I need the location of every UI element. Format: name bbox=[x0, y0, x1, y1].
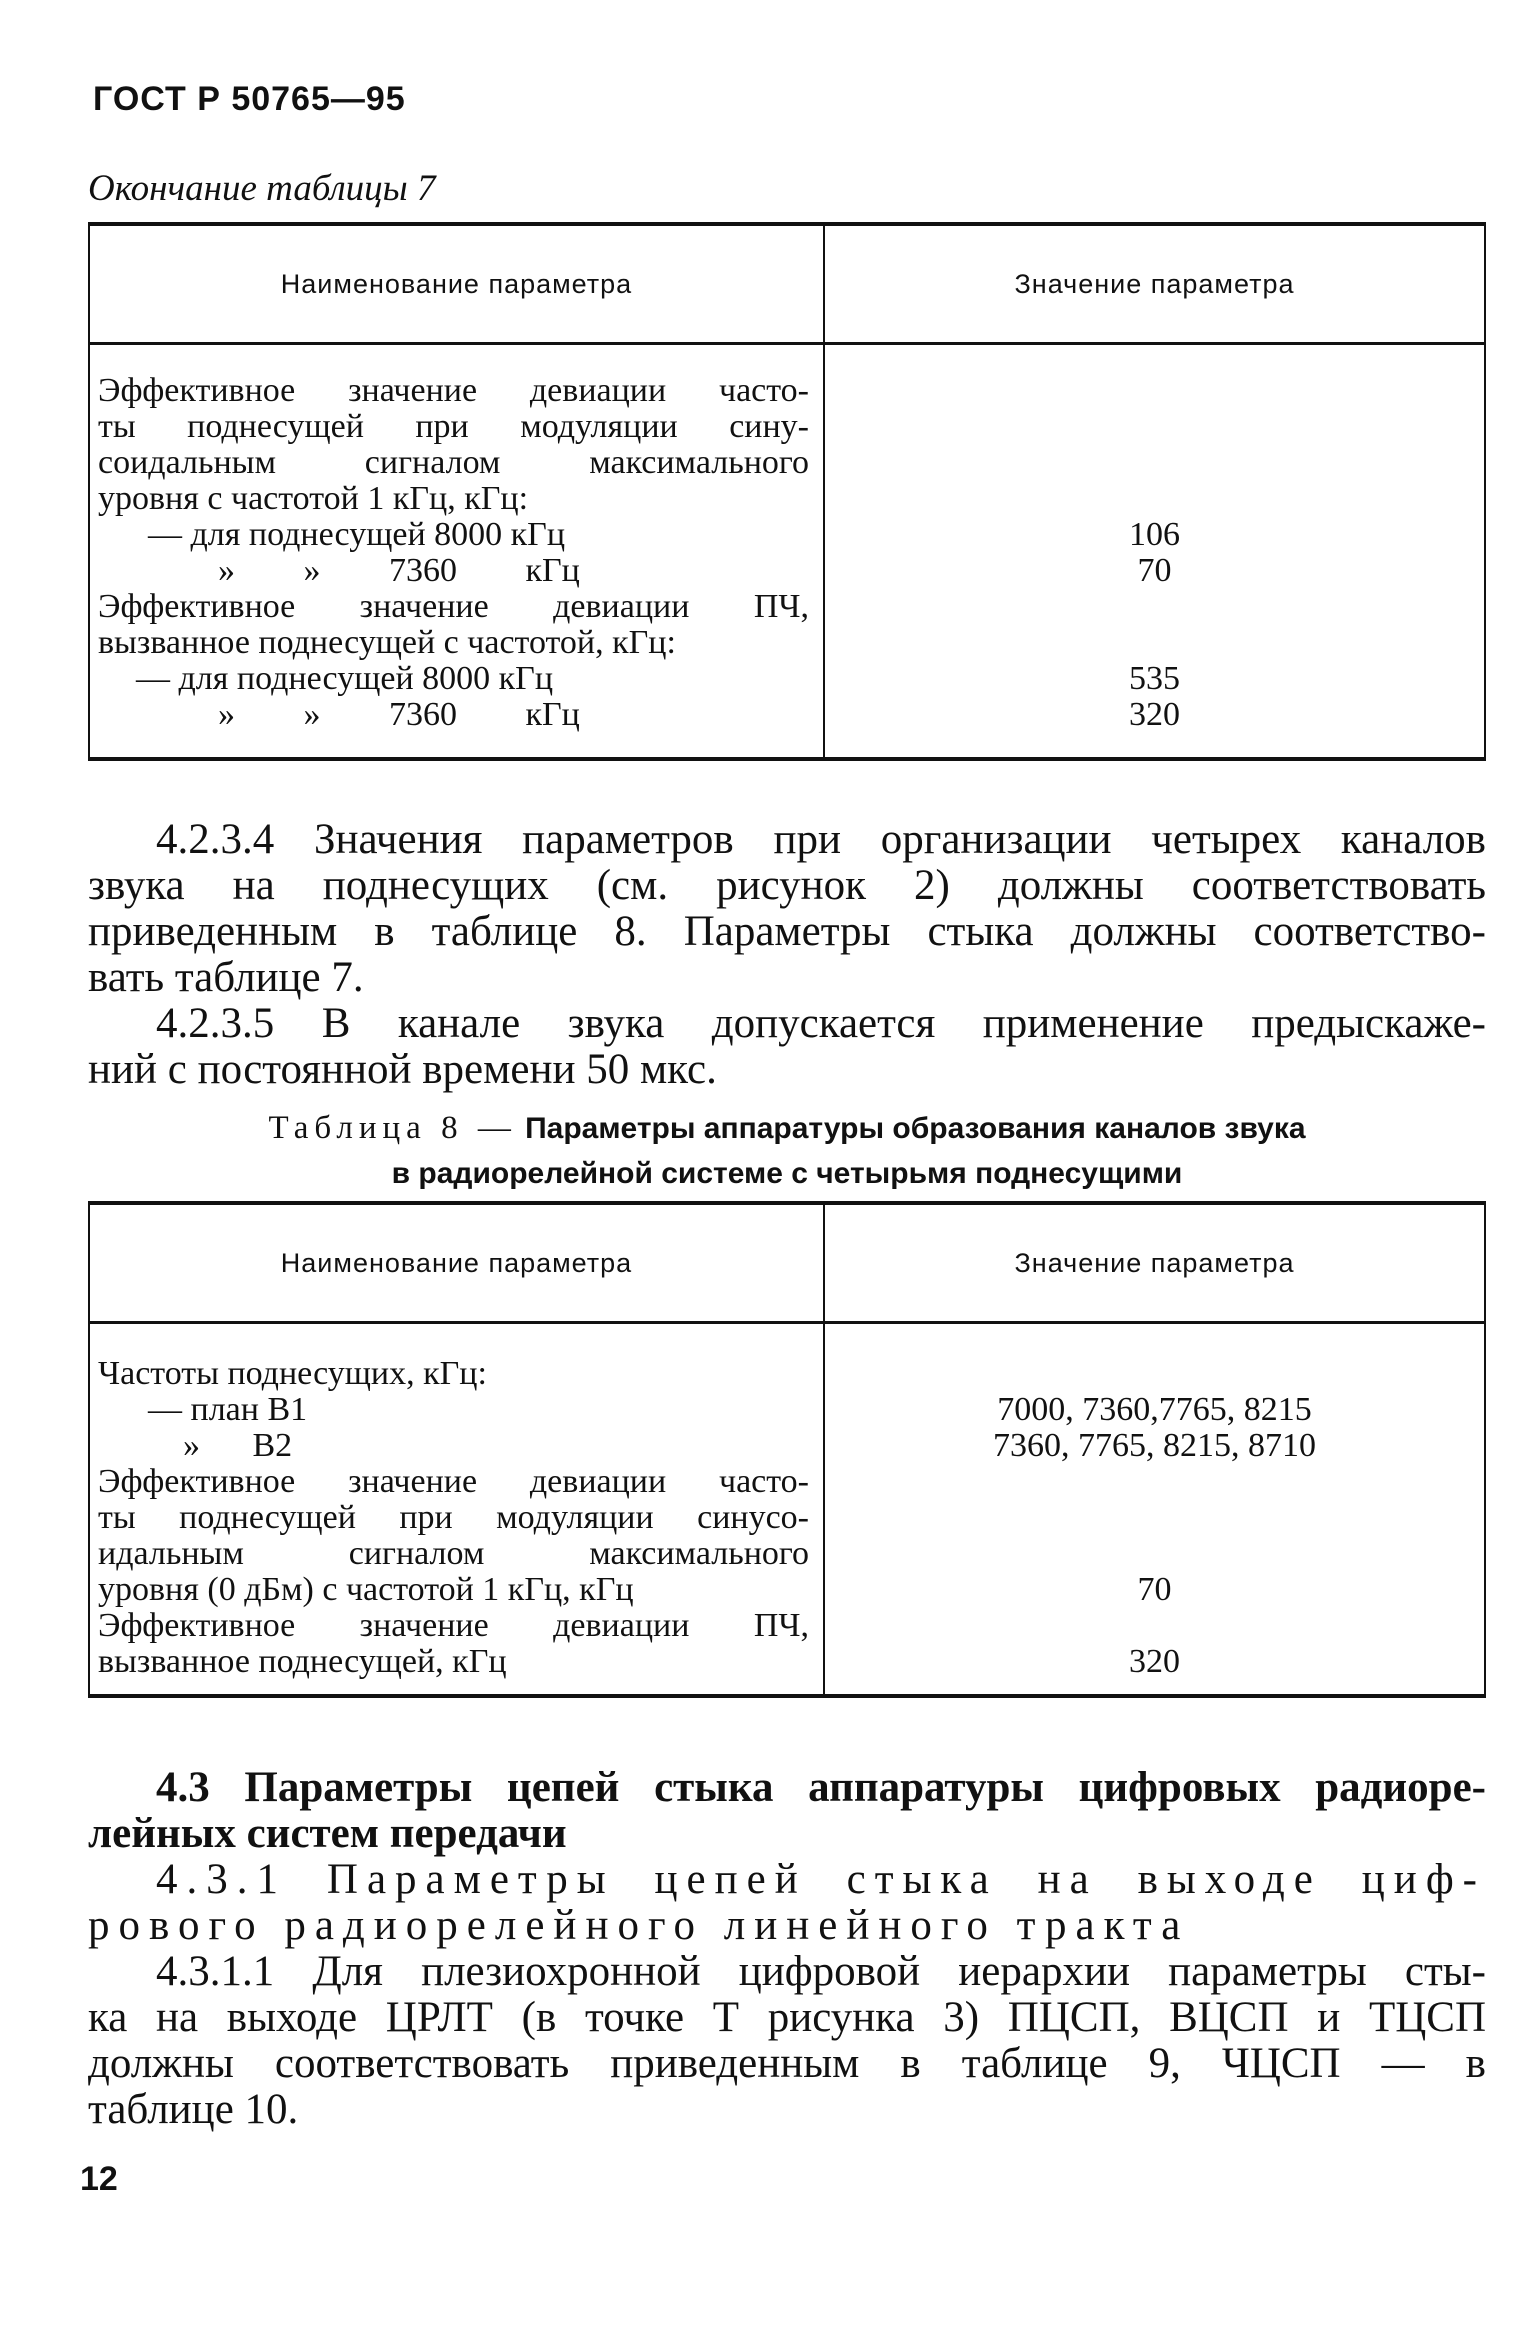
table-7-value: 535 bbox=[1129, 660, 1180, 697]
table-8-header-name: Наименование параметра bbox=[89, 1203, 824, 1323]
table-8-line: Частоты поднесущих, кГц: bbox=[98, 1355, 487, 1392]
table-7-value bbox=[825, 625, 1484, 661]
table-8-value: 7360, 7765, 8215, 8710 bbox=[993, 1427, 1316, 1464]
table-7-line: уровня с частотой 1 кГц, кГц: bbox=[98, 480, 529, 517]
table-7-value: 320 bbox=[1129, 696, 1180, 733]
section-heading-line: лейных систем передачи bbox=[88, 1810, 567, 1857]
table-7-value: 106 bbox=[1129, 516, 1180, 553]
table-8-line: Эффективное значение девиации часто- bbox=[98, 1463, 809, 1500]
table-8-line: вызванное поднесущей, кГц bbox=[98, 1643, 507, 1680]
table-8-line: Эффективное значение девиации ПЧ, bbox=[98, 1607, 809, 1644]
table-8-line: » В2 bbox=[183, 1427, 293, 1464]
section-4-3 bbox=[88, 1765, 1486, 2133]
table-7-line: ты поднесущей при модуляции сину- bbox=[98, 408, 809, 445]
table-7-line: Эффективное значение девиации ПЧ, bbox=[98, 588, 809, 625]
text-line: рового радиорелейного линейного тракта bbox=[88, 1902, 1190, 1949]
text-line: 4.3.1.1 Для плезиохронной цифровой иерархии параметры сты- bbox=[156, 1948, 1486, 1995]
table-8-caption-prefix: Таблица 8 — bbox=[268, 1110, 517, 1146]
table-7-name-cell bbox=[89, 344, 824, 760]
table-7-header-value: Значение параметра bbox=[824, 224, 1485, 344]
table-8-name-cell bbox=[89, 1323, 824, 1697]
table-8-value bbox=[825, 1356, 1484, 1392]
table-7-value bbox=[825, 589, 1484, 625]
text-line: 4.2.3.4 Значения параметров при организации четырех каналов bbox=[156, 816, 1486, 863]
table-7-line: вызванное поднесущей с частотой, кГц: bbox=[98, 624, 676, 661]
table-8-value bbox=[825, 1536, 1484, 1572]
table-7-value bbox=[825, 409, 1484, 445]
table-8-caption-title: Параметры аппаратуры образования каналов звука bbox=[525, 1112, 1306, 1145]
table-8-value-cell bbox=[824, 1323, 1485, 1697]
text-line: таблице 10. bbox=[88, 2086, 299, 2133]
document-code: ГОСТ Р 50765—95 bbox=[93, 80, 406, 118]
paragraph-4-2-3-4 bbox=[88, 817, 1486, 1093]
table-7-line: — для поднесущей 8000 кГц bbox=[148, 516, 566, 553]
text-line: вать таблице 7. bbox=[88, 954, 364, 1001]
table-7-line: соидальным сигналом максимального bbox=[98, 444, 809, 481]
table-continuation-label: Окончание таблицы 7 bbox=[88, 168, 436, 209]
table-8-value bbox=[825, 1464, 1484, 1500]
table-7-value bbox=[825, 373, 1484, 409]
table-8-value: 7000, 7360,7765, 8215 bbox=[997, 1391, 1312, 1428]
table-8-value bbox=[825, 1608, 1484, 1644]
text-line: ний с постоянной времени 50 мкс. bbox=[88, 1046, 717, 1093]
text-line: ка на выходе ЦРЛТ (в точке Т рисунка 3) ПЦСП, ВЦСП и ТЦСП bbox=[88, 1994, 1486, 2041]
table-7-value bbox=[825, 445, 1484, 481]
table-7-value: 70 bbox=[1137, 552, 1172, 589]
table-8-caption bbox=[88, 1106, 1486, 1196]
table-8 bbox=[88, 1201, 1486, 1698]
table-8-line: — план В1 bbox=[148, 1391, 308, 1428]
table-8-line: идальным сигналом максимального bbox=[98, 1535, 809, 1572]
table-8-line: ты поднесущей при модуляции синусо- bbox=[98, 1499, 809, 1536]
table-7 bbox=[88, 222, 1486, 761]
table-8-caption-title-2: в радиорелейной системе с четырьмя поднесущими bbox=[391, 1157, 1183, 1190]
text-line: 4.2.3.5 В канале звука допускается применение предыскаже- bbox=[156, 1000, 1486, 1047]
text-line: должны соответствовать приведенным в таблице 9, ЧЦСП — в bbox=[88, 2040, 1486, 2087]
text-line: приведенным в таблице 8. Параметры стыка должны соответство- bbox=[88, 908, 1486, 955]
table-7-line: — для поднесущей 8000 кГц bbox=[136, 660, 554, 697]
table-7-line: » » 7360 кГц bbox=[218, 696, 580, 733]
table-7-line: » » 7360 кГц bbox=[218, 552, 580, 589]
page-number: 12 bbox=[80, 2160, 118, 2198]
table-7-value-cell bbox=[824, 344, 1485, 760]
text-line: 4.3.1 Параметры цепей стыка на выходе циф- bbox=[156, 1856, 1486, 1903]
table-7-value bbox=[825, 481, 1484, 517]
table-8-value: 70 bbox=[1137, 1571, 1172, 1608]
table-8-value bbox=[825, 1500, 1484, 1536]
table-8-line: уровня (0 дБм) с частотой 1 кГц, кГц bbox=[98, 1571, 634, 1608]
section-heading-line: 4.3 Параметры цепей стыка аппаратуры цифровых радиоре- bbox=[156, 1764, 1486, 1811]
table-7-header-name: Наименование параметра bbox=[89, 224, 824, 344]
text-line: звука на поднесущих (см. рисунок 2) должны соответствовать bbox=[88, 862, 1486, 909]
table-8-value: 320 bbox=[1129, 1643, 1180, 1680]
table-7-line: Эффективное значение девиации часто- bbox=[98, 372, 809, 409]
table-8-header-value: Значение параметра bbox=[824, 1203, 1485, 1323]
